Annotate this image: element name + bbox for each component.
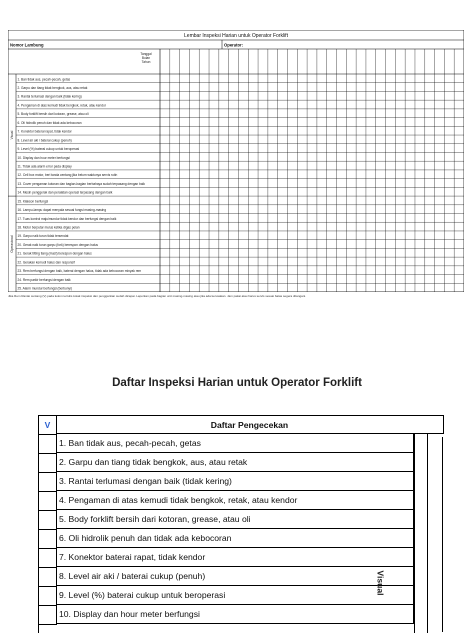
form-text: 1. Ban tidak aus, pecah-pecah, getas <box>17 77 71 82</box>
check-column-header: V <box>39 416 57 435</box>
checklist-item-label: 3. Rantai terlumasi dengan baik (tidak kering) <box>56 472 414 491</box>
form-footnote: Jika Rem Rantai centang (V) pada kolom tertulis kotak inspeksi dan penggantian sudah dicapai. Laporkan pada bagian unit masing-masing atau jika ada kerusakan. Jam pakai atau harus servis sesuai batas segera ditangani. <box>8 294 307 298</box>
form-text: 20. Gerak naik turun garpu (fork) berespon dengan halus <box>17 242 98 247</box>
checklist-row <box>39 453 444 471</box>
form-text: 6. Oli hidrolik penuh dan tidak ada kebocoran <box>17 120 82 125</box>
form-text: Operator: <box>224 42 244 48</box>
form-text: 17. Tuas kontrol maju/mundur tidak kendur dan berfungsi dengan baik <box>17 216 117 221</box>
form-text: 18. Motor berputar mulus ketika digas pelan <box>17 225 80 230</box>
form-text: 22. Gerakan kemudi halus dan responsif <box>17 260 75 265</box>
form-text: 11. Tidak ada alarm error pada display <box>17 164 72 169</box>
form-text: 14. Mesin penggerak dan peralatan operasi terpasang dengan baik <box>17 190 113 195</box>
form-text: 13. Cover pengaman kotoran dan bagian-bagian berbahaya sudah terpasang dengan baik <box>17 181 145 186</box>
checklist-item-label: 9. Level (%) baterai cukup untuk beroperasi <box>56 586 414 605</box>
checklist-item-label: 8. Level air aki / baterai cukup (penuh) <box>56 567 414 586</box>
form-text: 25. Alarm mundur berfungsi (berbunyi) <box>17 286 72 291</box>
form-text: 3. Rantai terlumasi dengan baik (tidak kering) <box>17 94 82 99</box>
checklist-header-label: Daftar Pengecekan <box>56 416 444 434</box>
checklist-row <box>39 605 444 623</box>
checklist-title: Daftar Inspeksi Harian untuk Operator Forklift <box>112 377 362 389</box>
check-box[interactable] <box>39 567 57 587</box>
checklist-row <box>39 510 444 528</box>
form-text: 19. Garpu naik turun tidak tersendat <box>17 234 69 239</box>
form-text: 24. Rem parkir berfungsi dengan baik <box>17 277 71 282</box>
check-box[interactable] <box>39 605 57 625</box>
checklist-row <box>39 434 444 452</box>
form-text: 12. Cell box motor, beri tanda centang jika belum waktunya servis rutin <box>17 173 118 178</box>
checklist-item-label: 4. Pengaman di atas kemudi tidak bengkok, retak, atau kendor <box>56 491 414 510</box>
checklist-item-label: 7. Konektor baterai rapat, tidak kendor <box>56 548 414 567</box>
form-text: 15. Klakson berfungsi <box>17 199 49 204</box>
check-box[interactable] <box>39 434 57 454</box>
form-text: 7. Konektor baterai rapat, tidak kendor <box>17 129 72 134</box>
checklist-row <box>39 472 444 490</box>
check-box[interactable] <box>39 510 57 530</box>
table-right-border <box>442 437 443 632</box>
form-text: 10. Display dan hour meter berfungsi <box>17 155 70 160</box>
checklist-item-label: 2. Garpu dan tiang tidak bengkok, aus, atau retak <box>56 453 414 472</box>
form-text: 8. Level air aki / baterai cukup (penuh) <box>17 138 72 143</box>
checklist-table <box>38 415 444 633</box>
form-text: Lembar Inspeksi Harian untuk Operator Forklift <box>184 33 288 39</box>
form-text: Tahun <box>141 60 151 64</box>
form-text: 23. Rem berfungsi dengan baik, baterai dengan halus, tidak ada kebocoran minyak rem <box>17 269 142 274</box>
check-box[interactable] <box>39 472 57 492</box>
inspection-form-sheet <box>8 30 464 292</box>
form-text: Operasional <box>10 235 14 253</box>
checklist-item-label: 6. Oli hidrolik penuh dan tidak ada kebocoran <box>56 529 414 548</box>
checklist-item-label: 1. Ban tidak aus, pecah-pecah, getas <box>56 434 414 453</box>
group-column <box>414 434 428 633</box>
check-box[interactable] <box>39 453 57 473</box>
form-text: 4. Pengaman di atas kemudi tidak bengkok, retak, atau kendor <box>17 103 106 108</box>
checklist-item-label: 5. Body forklift bersih dari kotoran, grease, atau oli <box>56 510 414 529</box>
form-text: 21. Gerak tilting tiang (mast) berespon dengan halus <box>17 251 92 256</box>
check-box[interactable] <box>39 529 57 549</box>
checklist-row <box>39 529 444 547</box>
form-text: Visual <box>10 130 14 140</box>
form-text: Tanggal <box>140 52 152 56</box>
group-label-visual: Visual <box>375 570 386 596</box>
check-box[interactable] <box>39 548 57 568</box>
form-text: 5. Body forklift bersih dari kotoran, grease, atau oli <box>17 112 89 117</box>
form-text: 16. Lampu-lampu dapat menyala sesuai fungsi masing-masing <box>17 208 107 213</box>
checklist-row <box>39 548 444 566</box>
checklist-row <box>39 491 444 509</box>
inspection-grid <box>8 30 464 292</box>
form-text: 9. Level (%) baterai cukup untuk beroperasi <box>17 147 80 152</box>
form-text: Nomor Lambung <box>10 42 44 48</box>
check-box[interactable] <box>39 491 57 511</box>
checklist-item-label: 10. Display dan hour meter berfungsi <box>56 605 414 624</box>
form-text: 2. Garpu dan tiang tidak bengkok, aus, atau retak <box>17 85 88 90</box>
form-text: Bulan <box>141 56 151 60</box>
check-box[interactable] <box>39 586 57 606</box>
